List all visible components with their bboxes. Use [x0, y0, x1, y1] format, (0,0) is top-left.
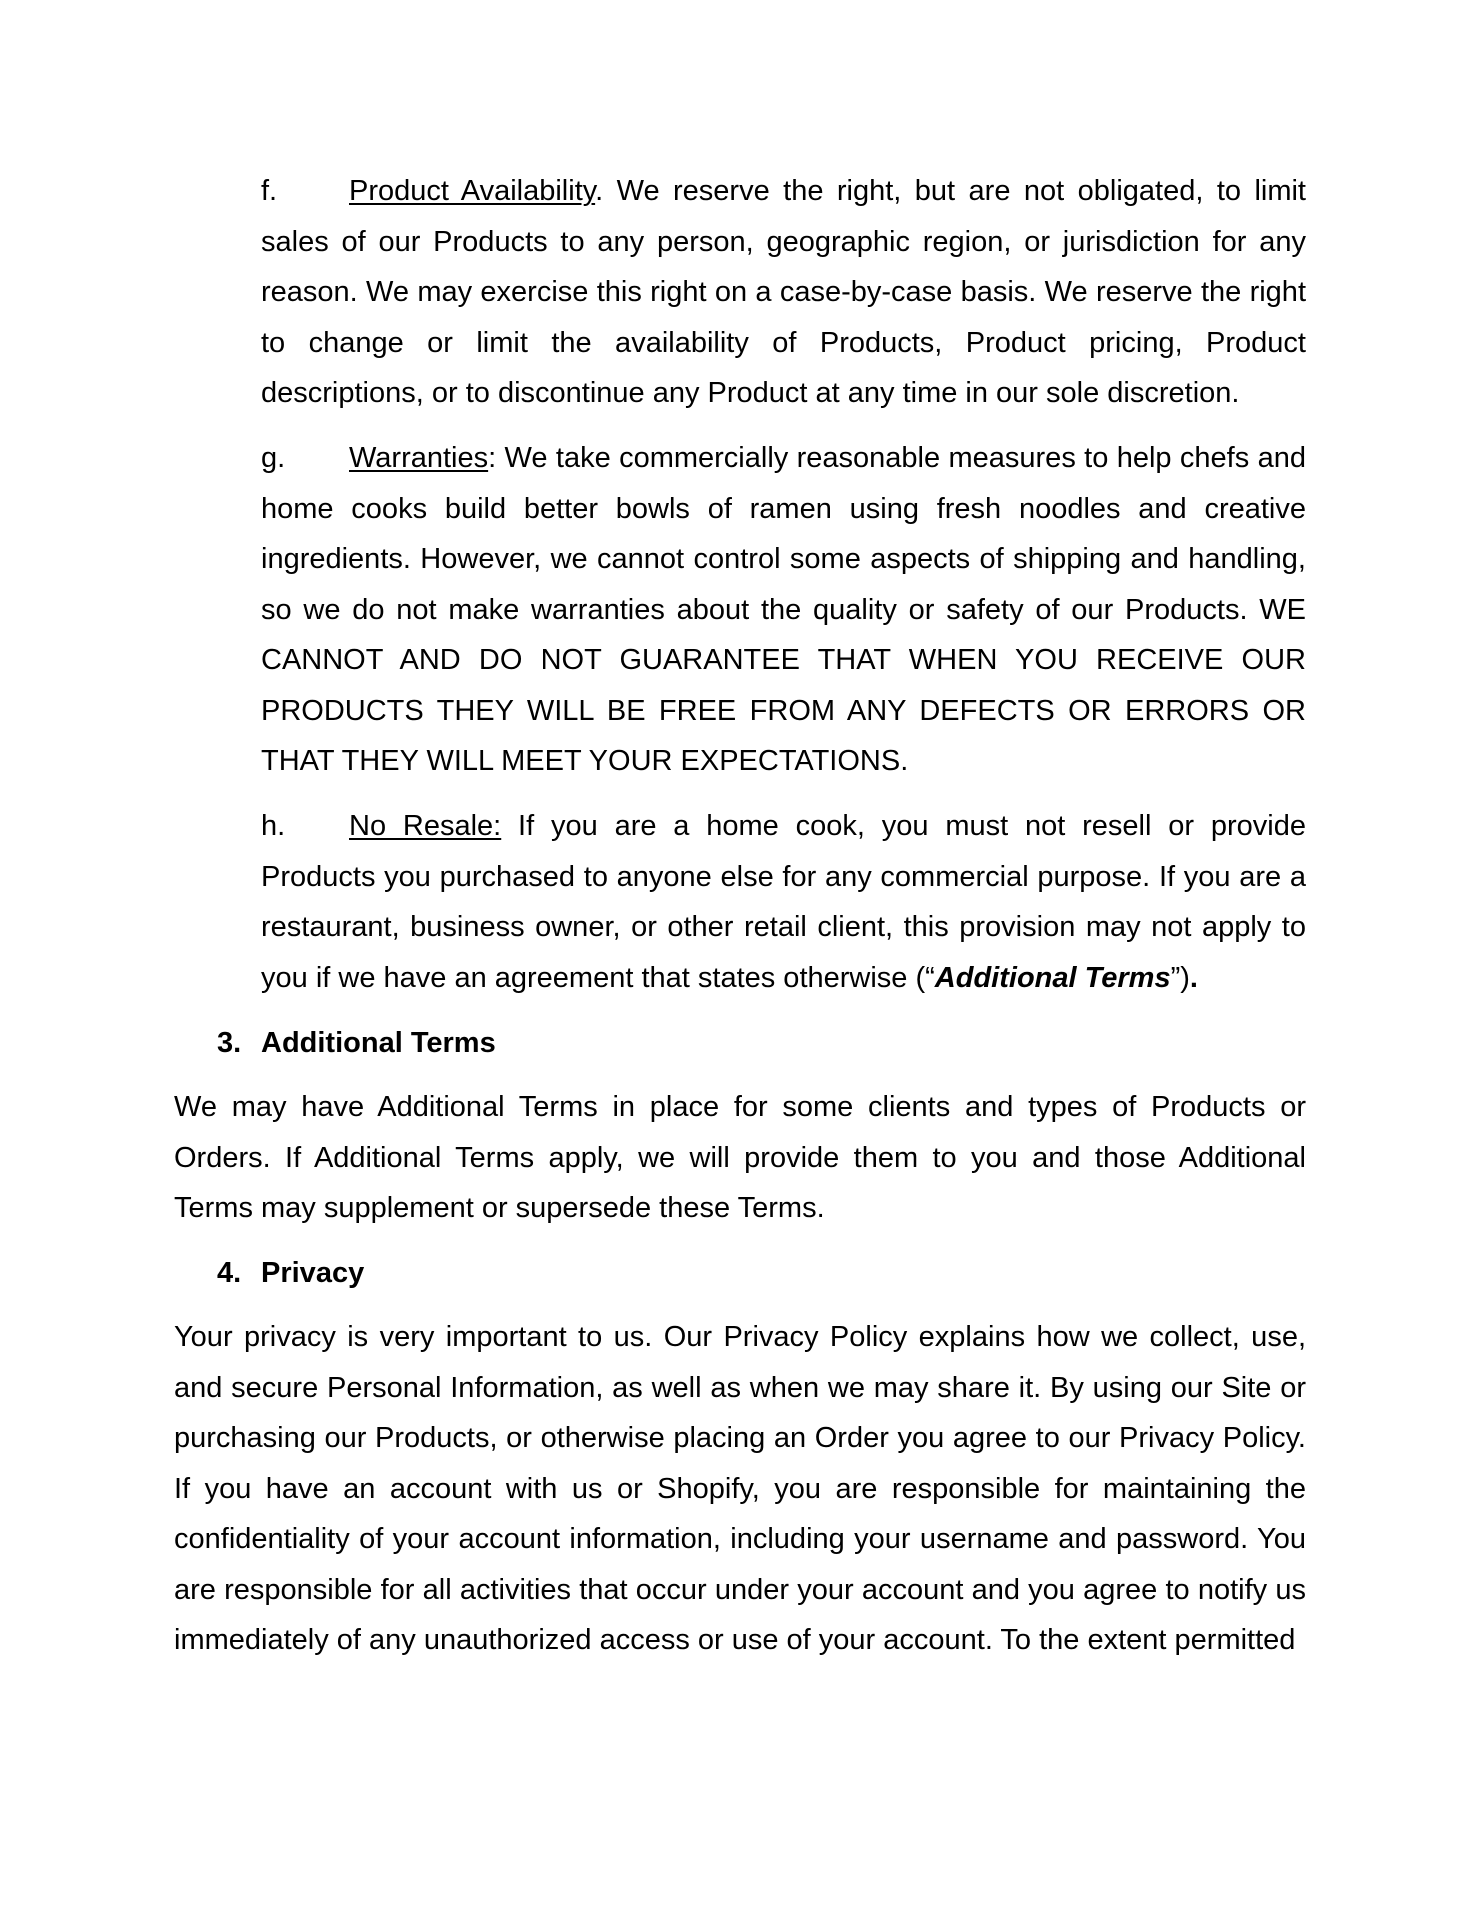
section-4-body: Your privacy is very important to us. Our Privacy Policy explains how we collect, use, and secure Personal Information, as well as when we may share it. By using our Site or purchasing our Products, or otherwise placing an Order you agree to our Privacy Policy. If you have an account with us or Shopify, you are responsible for maintaining the confidentiality of your account information, including your username and password. You are responsible for all activities that occur under your account and you agree to notify us immediately of any unauthorized access or use of your account. To the extent permitted [174, 1321, 1306, 1656]
section-3-number: 3. [217, 1027, 242, 1059]
clause-h-text: If you are a home cook, you must not resell or provide Products you purchased to anyone else for any commercial purpose. If you are a restaurant, business owner, or other retail client, this provision may not apply to you if we have an agreement that states otherwise (“ [261, 810, 1306, 994]
section-4-number: 4. [217, 1257, 242, 1289]
clause-h-marker: h. [261, 810, 286, 842]
clause-g-warranties [261, 433, 1306, 787]
section-3-body: We may have Additional Terms in place for some clients and types of Products or Orders. If Additional Terms apply, we will provide them to you and those Additional Terms may supplement or supersede these Terms. [174, 1091, 1306, 1224]
clause-h-closing-quote: ”) [1170, 961, 1190, 994]
clause-h-no-resale [261, 801, 1306, 1003]
clause-f-heading: Product Availability [349, 175, 596, 207]
clause-h-heading: No Resale: [349, 810, 502, 842]
clause-h-closing-period: . [1189, 961, 1198, 994]
section-3-title: Additional Terms [261, 1027, 496, 1059]
section-4-title: Privacy [261, 1257, 365, 1289]
clause-f-product-availability [261, 166, 1306, 419]
clause-g-heading: Warranties [349, 442, 489, 474]
clause-h-defined-term: Additional Terms [934, 961, 1171, 994]
clause-g-text: : We take commercially reasonable measures to help chefs and home cooks build better bowls of ramen using fresh noodles and creative ingredients. However, we cannot control some aspects of shipping and handling, so we do not make warranties about the quality or safety of our Products. WE CANNOT AND DO NOT GUARANTEE THAT WHEN YOU RECEIVE OUR PRODUCTS THEY WILL BE FREE FROM ANY DEFECTS OR ERRORS OR THAT THEY WILL MEET YOUR EXPECTATIONS. [261, 442, 1306, 777]
clause-f-text: . We reserve the right, but are not obligated, to limit sales of our Products to any person, geographic region, or jurisdiction for any reason. We may exercise this right on a case-by-case basis. We reserve the right to change or limit the availability of Products, Product pricing, Product descriptions, or to discontinue any Product at any time in our sole discretion. [261, 175, 1306, 409]
clause-g-marker: g. [261, 442, 286, 474]
clause-f-marker: f. [261, 175, 278, 207]
